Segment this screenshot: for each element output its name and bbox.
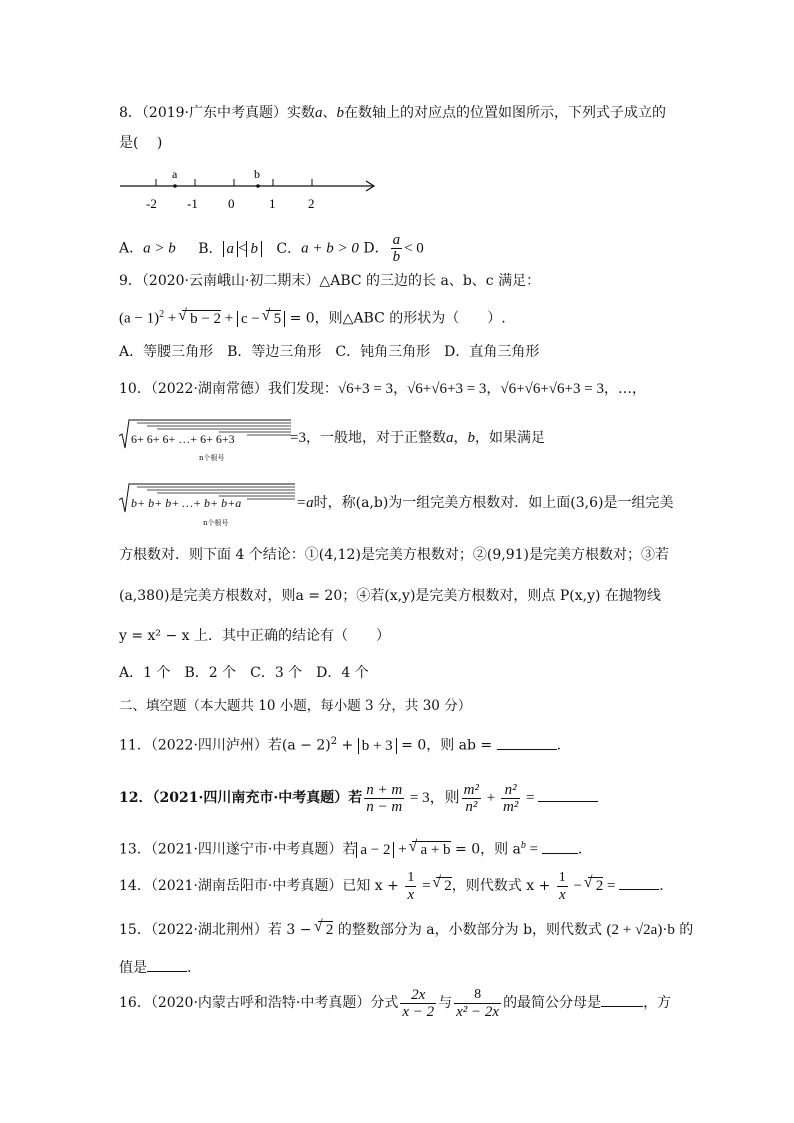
q9-equation	[119, 305, 506, 329]
answer-blank[interactable]	[601, 992, 643, 1007]
eq: =a	[296, 495, 314, 511]
minus: −	[569, 878, 586, 894]
eq: =	[525, 841, 542, 858]
answer-blank[interactable]	[542, 839, 578, 854]
sup: 2	[330, 736, 338, 747]
q12	[119, 778, 598, 818]
fraction: $\frac{\text{m²}}{\text{n²}}$	[463, 781, 479, 815]
point-a-label: a	[172, 167, 178, 181]
eq: =	[418, 878, 435, 894]
text: 的	[674, 922, 694, 938]
text: ，如果满足	[474, 430, 545, 446]
point-b-label: b	[254, 167, 260, 181]
fraction: $\frac{8}{\text{x² − 2x}}$	[456, 986, 500, 1020]
text: 的整数部分为 a，小数部分为 b，则代数式	[333, 922, 607, 938]
text: 15．（2022·湖北荆州）若 3 −	[119, 922, 316, 938]
q15-line1	[119, 920, 693, 940]
q8-line2: 是( )	[119, 135, 163, 151]
q11: 11．（2022·四川泸州）若$(a - 2)^2 + b + 3 = 0$，则 ab = .	[119, 736, 562, 754]
tick-label: -1	[187, 196, 198, 211]
note: n个根号	[203, 519, 229, 527]
tick-label: 1	[269, 196, 276, 211]
eq: =	[603, 878, 620, 894]
sup: 2	[159, 309, 165, 320]
answer-blank[interactable]	[619, 875, 659, 890]
plus: +	[394, 841, 411, 858]
text: 的最简公分母是	[503, 995, 602, 1011]
tick-label: 2	[308, 196, 315, 211]
sqrt-expr: √ b − 2	[182, 310, 221, 327]
text: = 0，则 ab =	[396, 737, 497, 754]
op: <	[238, 240, 247, 257]
comma: ，	[453, 430, 468, 446]
q9-tail: = 0，则△ABC 的形状为（ ）.	[285, 310, 506, 327]
q15-line2	[119, 957, 191, 978]
q10-line6: y = x² − x 上．其中正确的结论有（ ）	[119, 628, 391, 644]
fraction: $\frac{2x}{x - 2}$	[402, 986, 435, 1020]
label: 13．（2021·四川遂宁市·中考真题）若	[119, 841, 357, 858]
answer-blank[interactable]	[497, 735, 557, 750]
text: 时，称(a,b)为一组完美方根数对．如上面(3,6)是一组完美	[313, 495, 674, 511]
label: 12．（2021·四川南充市·中考真题）若	[119, 790, 363, 806]
q9-line1: 9．（2020·云南峨山·初二期末）△ABC 的三边的长 a、b、c 满足：	[119, 273, 541, 289]
answer-blank[interactable]	[147, 957, 187, 972]
end: ，方	[643, 995, 672, 1011]
nested-text: b+ b+ b+ …+ b+ b+a	[131, 496, 242, 510]
section-title: 二、填空题（本大题共 10 小题，每小题 3 分，共 30 分）	[119, 698, 472, 714]
var-b: b	[467, 430, 475, 446]
q10-line3	[296, 493, 674, 513]
opt-d-tail: < 0	[404, 240, 424, 257]
eq-part: (a − 1)	[119, 310, 160, 327]
abs-a: a	[223, 241, 239, 257]
nested-radical-2	[119, 478, 299, 530]
plus: +	[482, 790, 499, 806]
abs-b: b	[246, 241, 262, 257]
q8-line1	[119, 103, 666, 123]
plus: +	[221, 310, 238, 327]
nested-text: 6+ 6+ 6+ …+ 6+ 6+3	[131, 432, 235, 446]
opt-label: D．	[363, 240, 389, 257]
end: .	[187, 960, 192, 976]
sqrt-expr: √ a + b	[412, 841, 450, 858]
example-2: √6+√6+3 = 3	[407, 381, 487, 397]
eq: =3	[290, 430, 306, 446]
opt-c: a + b > 0	[301, 240, 359, 257]
dots: ，…，	[603, 381, 646, 397]
sep: 、	[322, 105, 337, 121]
text: 值是	[119, 960, 147, 976]
fraction: $\frac{\text{n²}}{\text{m²}}$	[502, 781, 519, 815]
q9-options: A．等腰三角形 B．等边三角形 C．钝角三角形 D．直角三角形	[119, 344, 540, 360]
q10-line1: 10．（2022·湖南常德）我们发现：√6+3 = 3，√6+√6+3 = 3，√6+√6+√6+3 = 3，…，	[119, 381, 646, 397]
var-a: a	[315, 105, 323, 121]
opt-label: A．	[119, 240, 144, 257]
example-3: √6+√6+√6+3 = 3	[500, 381, 604, 397]
frac-a-b: $\frac{a}{b}$	[392, 232, 401, 265]
text: ，一般地，对于正整数	[305, 430, 446, 446]
text: = 3，则	[406, 790, 460, 806]
plus: +	[164, 310, 181, 327]
q14	[119, 866, 664, 906]
text: 与	[438, 995, 453, 1011]
fraction: $\frac{1}{x}$	[407, 869, 415, 903]
example-1: √6+3 = 3	[337, 381, 394, 397]
tick-label: -2	[146, 196, 157, 211]
text: 11．（2022·四川泸州）若(a − 2)	[119, 737, 331, 754]
text: ，则代数式 x +	[451, 878, 555, 894]
end: .	[556, 737, 562, 754]
expr: (2 + √2a)·b	[606, 922, 675, 938]
label: 14．（2021·湖南岳阳市·中考真题）已知 x +	[119, 878, 404, 894]
q10-text: 10．（2022·湖南常德）我们发现：	[119, 381, 338, 397]
q10-line4: 方根数对．则下面 4 个结论：①(4,12)是完美方根数对；②(9,91)是完美方根数对；③若	[119, 547, 669, 563]
end: .	[577, 841, 583, 858]
q16	[119, 983, 671, 1023]
sqrt-expr: √ 2	[588, 877, 604, 894]
var-b: b	[336, 105, 344, 121]
q8-text: 8．（2019·广东中考真题）实数	[119, 105, 315, 121]
fraction: $\frac{1}{x}$	[558, 869, 566, 903]
nested-radical-1	[119, 414, 294, 466]
var-a: a	[445, 430, 454, 446]
q10-line2	[290, 428, 545, 448]
note: n个根号	[199, 454, 225, 462]
end: .	[659, 878, 664, 894]
answer-blank[interactable]	[538, 787, 598, 802]
q13	[119, 836, 582, 860]
q8-options	[119, 232, 424, 265]
q8-tail: 在数轴上的对应点的位置如图所示，下列式子成立的	[344, 105, 666, 121]
abs-expr: c − √ 5	[237, 311, 285, 327]
sqrt-expr: √ 2	[436, 877, 452, 894]
abs-expr: a − 2	[356, 842, 394, 858]
tick-label: 0	[228, 196, 235, 211]
fraction: $\frac{n + m}{n - m}$	[366, 781, 403, 815]
text: = 0，则 a	[450, 841, 521, 858]
number-line	[118, 166, 383, 212]
label: 16．（2020·内蒙古呼和浩特·中考真题）分式	[119, 995, 399, 1011]
opt-a: a > b	[143, 240, 176, 257]
q10-options: A．1 个 B．2 个 C．3 个 D．4 个	[119, 665, 369, 681]
opt-label: B．	[198, 240, 223, 257]
eq: =	[522, 790, 539, 806]
opt-label: C．	[276, 240, 302, 257]
sup: b	[520, 840, 526, 851]
abs-expr: b + 3	[358, 738, 397, 754]
q10-line5: (a,380)是完美方根数对，则a = 20；④若(x,y)是完美方根数对，则点 P(x,y) 在抛物线	[119, 588, 661, 604]
sqrt-expr: √ 2	[318, 921, 334, 938]
